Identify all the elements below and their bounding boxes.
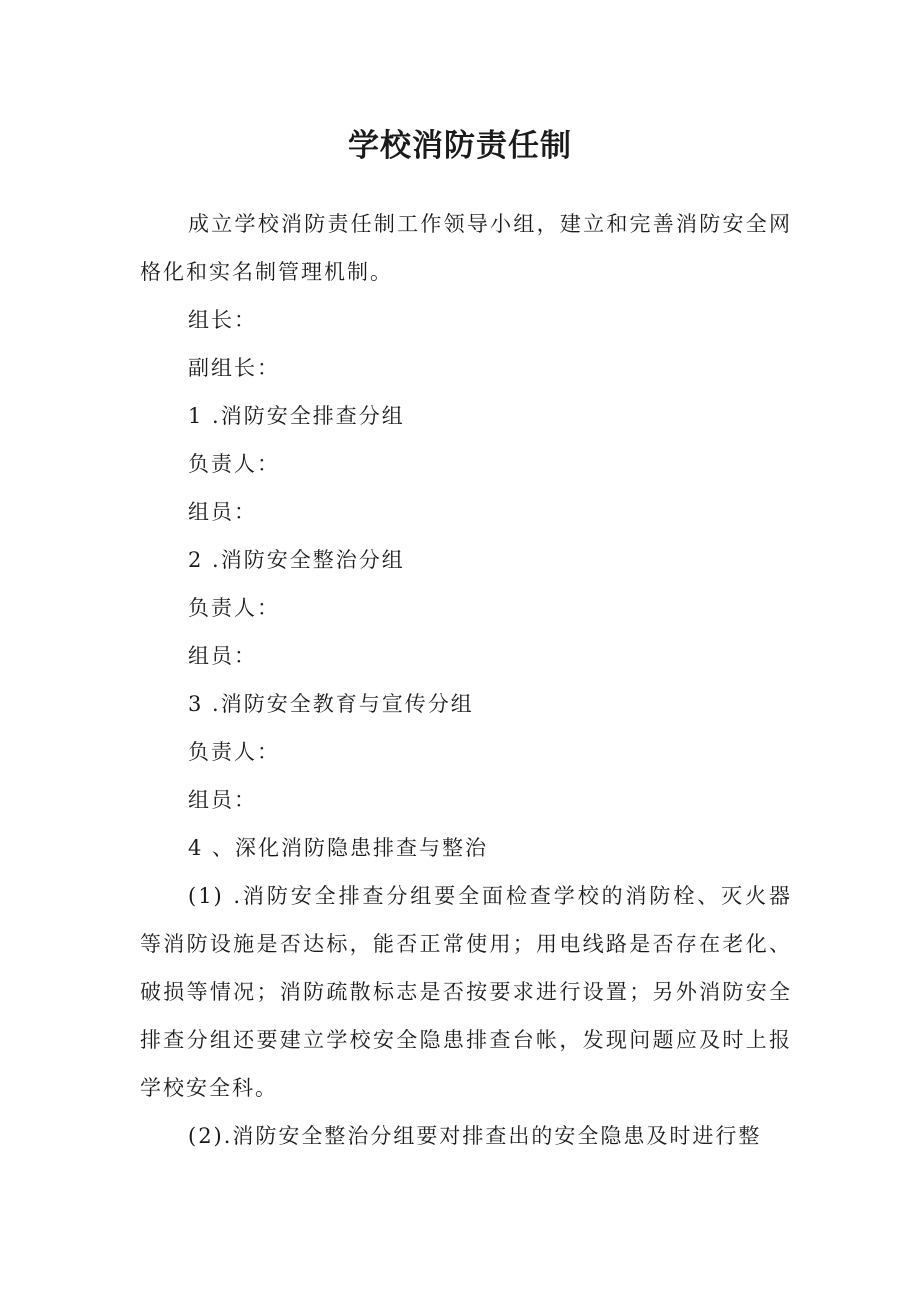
- group-3-members-label: 组员：: [188, 788, 257, 812]
- intro-paragraph: 成立学校消防责任制工作领导小组，建立和完善消防安全网格化和实名制管理机制。: [140, 212, 792, 284]
- document-body: [140, 200, 792, 1160]
- section-4-heading: 4 、深化消防隐患排查与整治: [188, 836, 489, 860]
- group-3-heading: 3 .消防安全教育与宣传分组: [188, 692, 474, 716]
- item-1-paragraph: (1) .消防安全排查分组要全面检查学校的消防栓、灭火器等消防设施是否达标，能否正常使用；用电线路是否存在老化、破损等情况；消防疏散标志是否按要求进行设置；另外消防安全排查分组还要建立学校安全隐患排查台帐，发现问题应及时上报学校安全科。: [140, 884, 792, 1100]
- group-1-responsible-label: 负责人：: [188, 452, 280, 476]
- group-1-heading: 1 .消防安全排查分组: [188, 404, 405, 428]
- group-2-members-label: 组员：: [188, 644, 257, 668]
- group-2-responsible-label: 负责人：: [188, 596, 280, 620]
- group-1-members-label: 组员：: [188, 500, 257, 524]
- item-2-paragraph: (2).消防安全整治分组要对排查出的安全隐患及时进行整: [188, 1124, 762, 1148]
- deputy-leader-label: 副组长：: [188, 356, 280, 380]
- group-2-heading: 2 .消防安全整治分组: [188, 548, 405, 572]
- group-3-responsible-label: 负责人：: [188, 740, 280, 764]
- document-title: 学校消防责任制: [348, 128, 572, 164]
- leader-label: 组长：: [188, 308, 257, 332]
